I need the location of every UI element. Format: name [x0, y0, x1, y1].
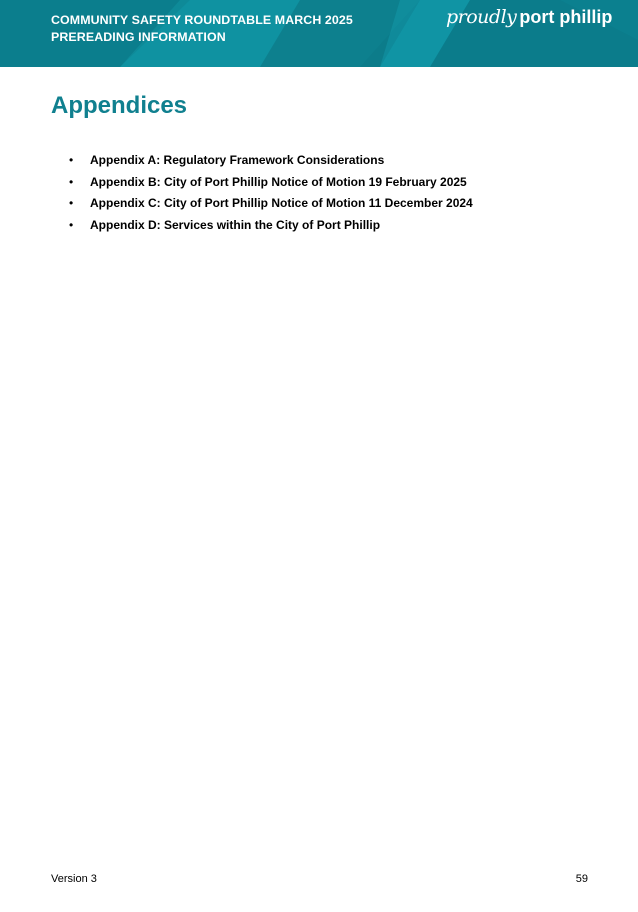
- bullet-icon: •: [69, 218, 74, 233]
- appendix-d-label: Appendix D: Services within the City of Port Phillip: [90, 218, 381, 233]
- logo-brand-text: port phillip: [519, 7, 613, 27]
- header-title-line-2: PREREADING INFORMATION: [51, 29, 226, 44]
- footer-version: Version 3: [51, 873, 97, 885]
- appendix-c-label: Appendix C: City of Port Phillip Notice of Motion 11 December 2024: [90, 196, 473, 211]
- header-banner: [0, 0, 638, 67]
- bullet-icon: •: [69, 174, 74, 189]
- bullet-icon: •: [69, 196, 74, 211]
- page-title: Appendices: [51, 92, 188, 119]
- appendix-a-label: Appendix A: Regulatory Framework Considerations: [90, 153, 385, 167]
- document-header-title: [51, 12, 353, 45]
- footer-page-number: 59: [575, 873, 588, 885]
- bullet-icon: •: [69, 153, 74, 167]
- appendix-b-label: Appendix B: City of Port Phillip Notice of Motion 19 February 2025: [90, 174, 467, 189]
- proudly-port-phillip-logo: [446, 6, 612, 28]
- header-title-line-1: COMMUNITY SAFETY ROUNDTABLE MARCH 2025: [51, 13, 353, 27]
- logo-script-text: proudly: [446, 6, 517, 28]
